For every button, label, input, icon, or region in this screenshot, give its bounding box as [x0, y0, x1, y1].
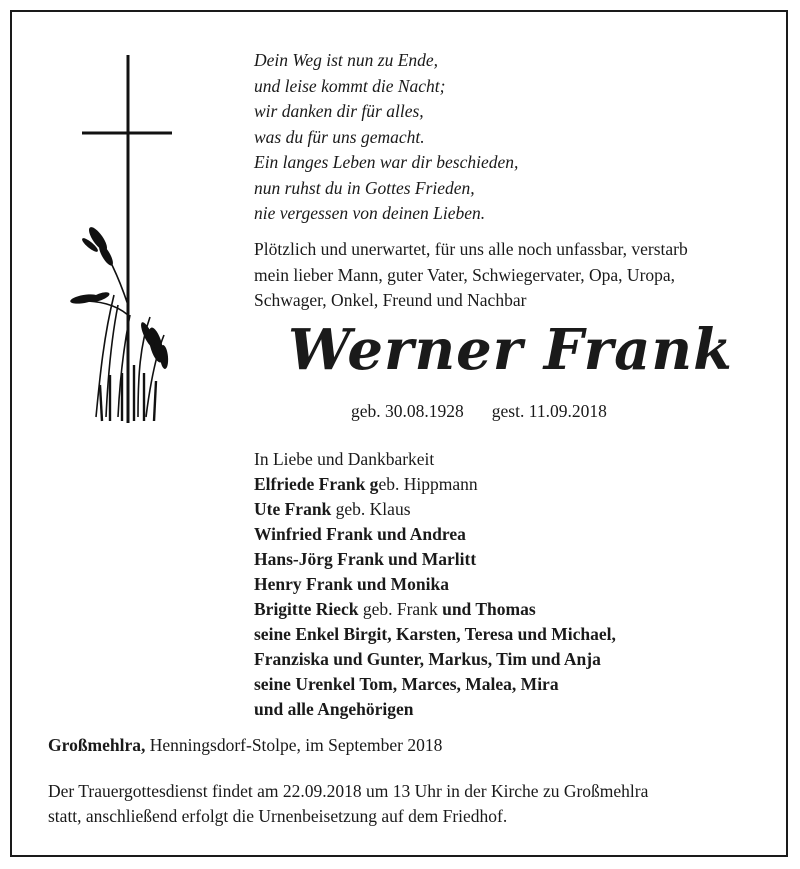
poem-line: Ein langes Leben war dir beschieden,	[254, 152, 519, 172]
mourner-name: Brigitte Rieck	[254, 599, 359, 619]
mourners-heading: In Liebe und Dankbarkeit	[254, 449, 435, 469]
mourner-line	[254, 697, 616, 722]
mourner-line	[254, 572, 616, 597]
mourner-detail: geb. Frank	[358, 599, 443, 619]
mourner-line	[254, 672, 616, 697]
mourner-name: Hans-Jörg Frank und Marlitt	[254, 549, 477, 569]
mourner-name: und alle Angehörigen	[254, 699, 414, 719]
mourner-detail: geb. Klaus	[331, 499, 411, 519]
mourner-name: Henry Frank und Monika	[254, 574, 449, 594]
mourner-line	[254, 472, 616, 497]
service-line: statt, anschließend erfolgt die Urnenbeisetzung auf dem Friedhof.	[48, 806, 508, 826]
death-date: gest. 11.09.2018	[491, 401, 607, 421]
life-dates	[351, 401, 607, 422]
poem-line: Dein Weg ist nun zu Ende,	[254, 50, 439, 70]
poem-verse	[254, 48, 518, 227]
poem-line: wir danken dir für alles,	[254, 101, 424, 121]
announcement-line: Schwager, Onkel, Freund und Nachbar	[254, 290, 527, 310]
mourner-name: Elfriede Frank g	[254, 474, 379, 494]
mourner-name: Ute Frank	[254, 499, 332, 519]
mourner-name: seine Urenkel Tom, Marces, Malea, Mira	[254, 674, 559, 694]
poem-line: was du für uns gemacht.	[254, 126, 425, 147]
announcement-text	[254, 237, 688, 314]
mourners-list	[254, 447, 616, 722]
mourner-line	[254, 497, 616, 522]
place-and-date	[48, 735, 442, 756]
town-name: Großmehlra,	[48, 735, 146, 755]
mourner-partner: und Thomas	[442, 599, 536, 619]
mourner-line	[254, 647, 616, 672]
poem-line: und leise kommt die Nacht;	[254, 75, 446, 96]
place-detail: Henningsdorf-Stolpe, im September 2018	[145, 735, 443, 755]
announcement-line: Plötzlich und unerwartet, für uns alle noch unfassbar, verstarb	[254, 239, 688, 259]
cross-with-wheat-icon	[60, 55, 200, 435]
mourner-name: seine Enkel Birgit, Karsten, Teresa und Michael,	[254, 624, 616, 644]
birth-date: geb. 30.08.1928	[351, 401, 464, 421]
poem-line: nie vergessen von deinen Lieben.	[254, 203, 486, 223]
mourner-line	[254, 547, 616, 572]
service-line: Der Trauergottesdienst findet am 22.09.2018 um 13 Uhr in der Kirche zu Großmehlra	[48, 781, 649, 801]
poem-line: nun ruhst du in Gottes Frieden,	[254, 177, 475, 198]
mourner-detail: eb. Hippmann	[378, 474, 478, 494]
deceased-name: Werner Frank	[288, 317, 733, 383]
mourner-line	[254, 522, 616, 547]
service-info	[48, 779, 648, 829]
mourner-name: Winfried Frank und Andrea	[254, 524, 466, 544]
mourner-line	[254, 597, 616, 622]
announcement-line: mein lieber Mann, guter Vater, Schwiegervater, Opa, Uropa,	[254, 264, 676, 285]
mourner-line	[254, 622, 616, 647]
mourner-name: Franziska und Gunter, Markus, Tim und Anja	[254, 649, 601, 669]
